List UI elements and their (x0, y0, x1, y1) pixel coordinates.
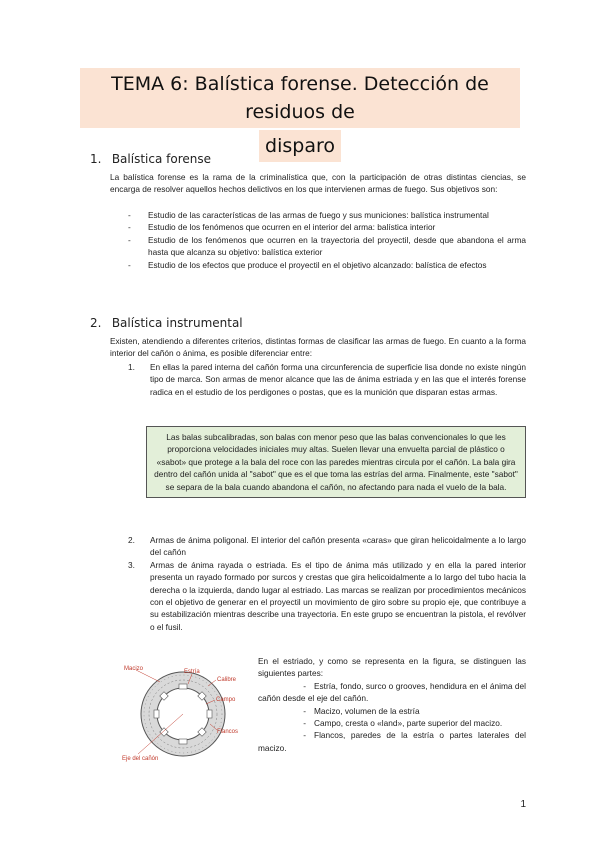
label-eje: Eje del cañón (122, 756, 159, 762)
title-line-2: disparo (259, 130, 341, 162)
figure-intro: En el estriado, y como se representa en la figura, se distinguen las siguientes partes: (258, 656, 526, 679)
list-item: 2. Armas de ánima poligonal. El interior del cañón presenta «caras» que giran helicoidalmente a lo largo del cañón (128, 535, 526, 558)
section-2-list-a (128, 361, 526, 398)
list-item: - Estudio de los fenómenos que ocurren en el interior del arma: balística interior (128, 222, 436, 233)
section-2-list-b (128, 534, 526, 633)
section-2-intro: Existen, atendiendo a diferentes criterios, distintas formas de clasificar las armas de fuego. En cuanto a la forma interior del cañón o ánima, es posible diferenciar entre: (110, 336, 526, 359)
section-2-number: 2. (90, 316, 102, 330)
section-2-heading (90, 316, 243, 330)
label-macizo: Macizo (124, 666, 144, 672)
title-line-1: TEMA 6: Balística forense. Detección de residuos de (80, 68, 520, 128)
list-item: 3. Armas de ánima rayada o estriada. Es el tipo de ánima más utilizado y en ella la pared interior presenta un rayado formado por surcos y crestas que gira helicoidalmente a lo largo del tubo hacia la derecha o la izquierda, dando lugar al estriado. Las marcas se realizan por procedimientos mecánicos con el objetivo de generar en el proyectil un movimiento de giro sobre su propio eje, que contribuye a su estabilización mientras describe una trayectoria. En este grupo se encuentran la pistola, el revólver o el fusil. (128, 559, 526, 632)
label-calibre: Calibre (217, 677, 237, 683)
list-item: - Macizo, volumen de la estría (303, 705, 420, 716)
list-item: - Campo, cresta o «land», parte superior del macizo. (303, 718, 503, 729)
label-flancos: Flancos (217, 729, 239, 735)
barrel-cross-section (136, 670, 225, 756)
list-item: - Estudio de los fenómenos que ocurren en la trayectoria del proyectil, desde que abandona el arma hasta que alcanza su objetivo: balística exterior (128, 234, 526, 258)
figure-description (258, 655, 526, 754)
section-1-number: 1. (90, 152, 102, 166)
section-1-bullet-list (128, 209, 526, 271)
list-item: - Estudio de los efectos que produce el proyectil en el objetivo alcanzado: balística de efectos (128, 259, 487, 270)
label-campo: Campo (216, 697, 236, 703)
list-item: - Estría, fondo, surco o grooves, hendidura en el ánima del cañón desde el eje del cañón. (258, 680, 526, 704)
list-item: - Estudio de las características de las armas de fuego y sus municiones: balística instrumental (128, 210, 489, 220)
callout-box: Las balas subcalibradas, son balas con menor peso que las balas convencionales lo que les proporciona velocidades iniciales muy altas. Suelen llevar una envuelta parcial de plástico o «sabot» que protege a la bala del roce con las paredes mientras circula por el cañón. La bala gira dentro del cañón unida al "sabot" que es el que toma las estrías del arma. Finalmente, este "sabot" se separa de la bala cuando abandona el cañón, no afectando para nada el vuelo de la bala. (146, 426, 526, 498)
label-estria: Estría (184, 669, 200, 675)
page-number: 1 (520, 799, 526, 810)
section-2-title: Balística instrumental (111, 316, 243, 330)
list-item: - Flancos, paredes de la estría o partes laterales del macizo. (258, 730, 526, 753)
document-title (80, 68, 520, 162)
section-1-title: Balística forense (111, 152, 211, 166)
list-item: 1. En ellas la pared interna del cañón forma una circunferencia de superficie lisa donde no existe ningún tipo de marca. Son armas de menor alcance que las de ánima estriada y en las que el interés forense radica en el estudio de los perdigones o postas, que es la munición que disparan estas armas. (128, 362, 526, 397)
rifling-diagram (118, 664, 268, 764)
section-1-heading (90, 152, 211, 166)
section-1-intro: La balística forense es la rama de la criminalística que, con la participación de otras distintas ciencias, se encarga de resolver aquellos hechos delictivos en los que intervienen armas de fuego. Sus objetivos son: (110, 172, 526, 195)
